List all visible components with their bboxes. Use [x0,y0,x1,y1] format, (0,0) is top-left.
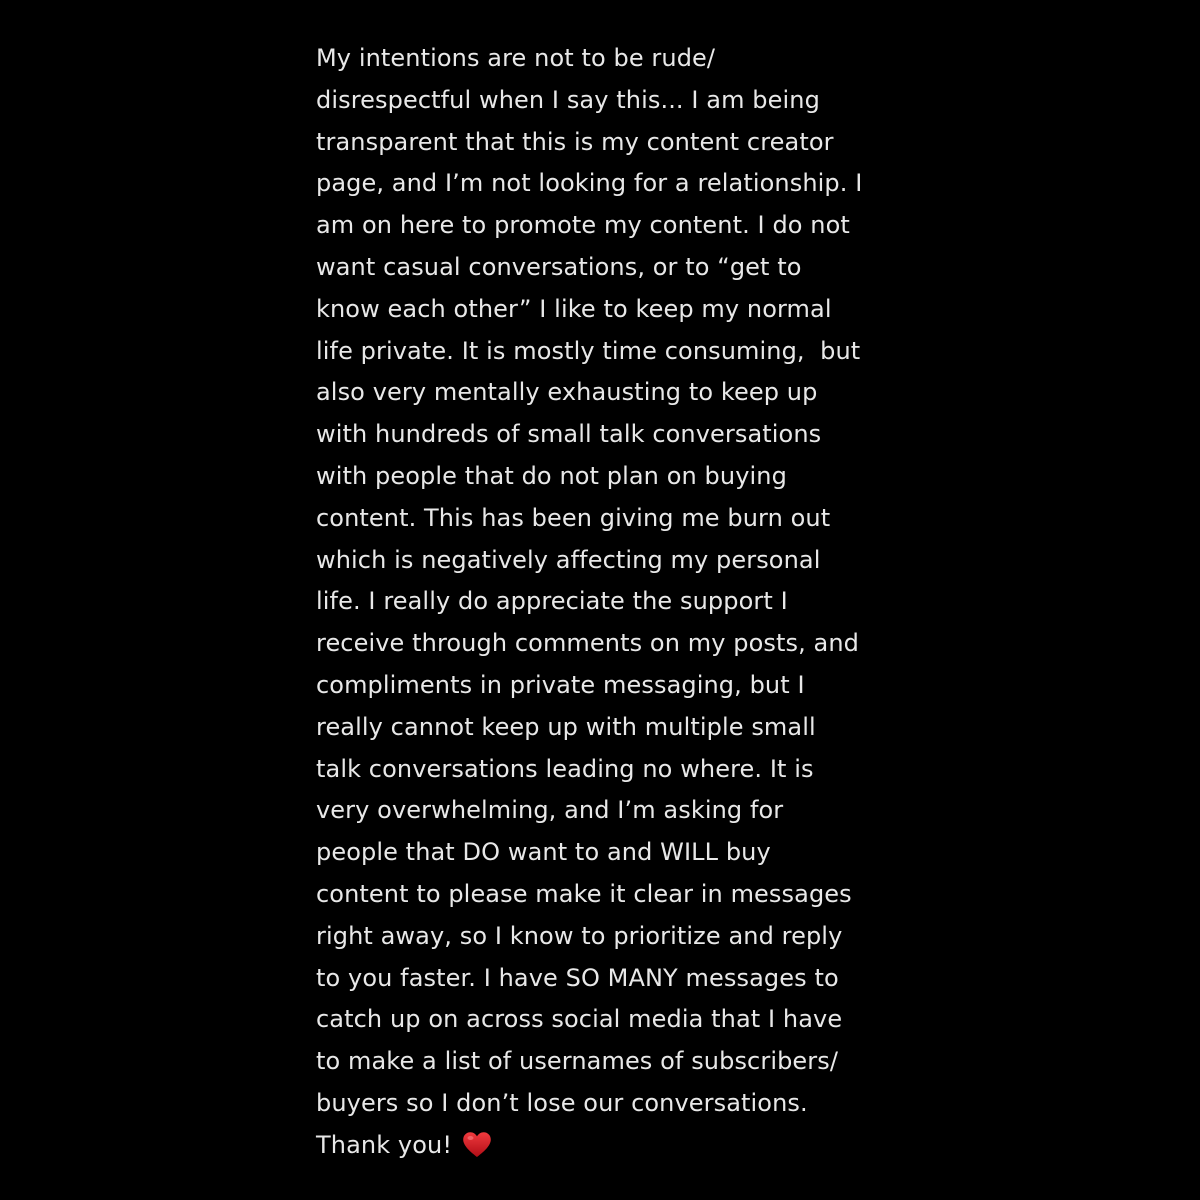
note-line: with hundreds of small talk conversations [316,420,822,449]
note-line: to you faster. I have SO MANY messages to [316,963,839,992]
note-line: know each other” I like to keep my normal [316,294,832,323]
note-text [316,38,916,1167]
note-line: content to please make it clear in messages [316,879,852,908]
note-line: page, and I’m not looking for a relationship. I [316,169,863,198]
note-line: want casual conversations, or to “get to [316,252,802,281]
note-line: with people that do not plan on buying [316,461,787,490]
note-line: life. I really do appreciate the support I [316,587,788,616]
note-last-line [316,1125,916,1167]
note-line: receive through comments on my posts, and [316,629,859,658]
closing-text: Thank you! [316,1130,453,1159]
note-line: people that DO want to and WILL buy [316,838,771,867]
note-line: right away, so I know to prioritize and reply [316,921,843,950]
note-line: content. This has been giving me burn out [316,503,831,532]
note-line: which is negatively affecting my personal [316,545,821,574]
note-line: life private. It is mostly time consuming, but [316,336,861,365]
note-line: disrespectful when I say this... I am being [316,85,820,114]
note-line: catch up on across social media that I have [316,1005,843,1034]
note-line: transparent that this is my content creator [316,127,834,156]
note-line: compliments in private messaging, but I [316,670,805,699]
note-line: My intentions are not to be rude/ [316,44,716,72]
note-line: am on here to promote my content. I do not [316,211,850,240]
note-line: to make a list of usernames of subscribers/ [316,1047,839,1076]
note-line: really cannot keep up with multiple small [316,712,816,741]
red-heart-icon [462,1130,492,1157]
note-line: very overwhelming, and I’m asking for [316,796,784,825]
note-line: also very mentally exhausting to keep up [316,378,818,407]
note-line: talk conversations leading no where. It is [316,754,814,783]
note-line: buyers so I don’t lose our conversations. [316,1088,808,1117]
